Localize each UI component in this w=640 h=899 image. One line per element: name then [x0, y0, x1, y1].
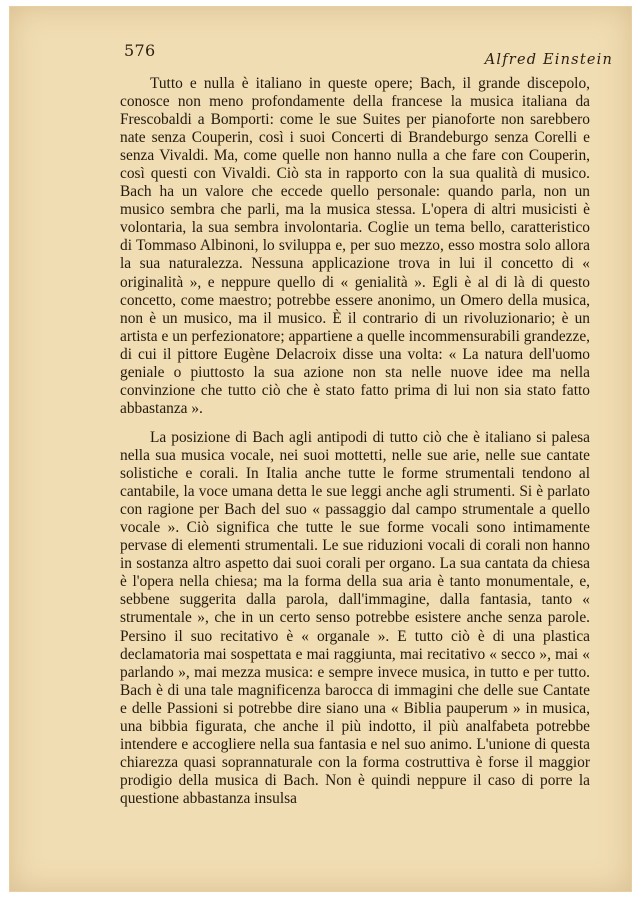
paragraph-2: La posizione di Bach agli antipodi di tutto ciò che è italiano si palesa nella sua musica vocale, nei suoi mottetti, nelle sue arie, nelle sue cantate solistiche e corali. In Italia anche tutte le forme strumentali tendono al cantabile, la voce umana detta le sue leggi anche agli strumenti. Si è parlato con ragione per Bach del suo « passaggio dal campo strumentale a quello vocale ». Ciò significa che tutte le sue forme vocali sono intimamente pervase di elementi strumentali. Le sue riduzioni vocali di corali non hanno in sostanza altro aspetto dai suoi corali per organo. La sua cantata da chiesa è l'opera nella chiesa; ma la forma della sua aria è tanto monumentale, e, sebbene suggerita dalla parola, dall'immagine, dalla fantasia, tanto « strumentale », che in un certo senso potrebbe esistere anche senza parole. Persino il suo recitativo è « organale ». E tutto ciò è di una plastica declamatoria mai sospettata e mai raggiunta, mai recitativo « secco », mai « parlando », mai mezza musica: e sempre invece musica, in tutto e per tutto. Bach è di una tale magnificenza barocca di immagini che delle sue Cantate e delle Passioni si potrebbe dire siano una « Biblia pauperum » in musica, una bibbia figurata, che anche il più indotto, il più analfabeta potrebbe intendere e accogliere nella sua fantasia e nel suo animo. L'unione di questa chiarezza quasi soprannaturale con la forma costruttiva è forse il maggior prodigio della musica di Bach. Non è quindi neppure il caso di porre la questione abbastanza insulsa — [120, 429, 590, 807]
paragraph-1: Tutto e nulla è italiano in queste opere; Bach, il grande discepolo, conosce non meno profondamente della francese la musica italiana da Frescobaldi a Bomporti: come le sue Suites per pianoforte non sarebbero nate senza Couperin, così i suoi Concerti di Brandeburgo senza Corelli e senza Vivaldi. Ma, come quelle non hanno nulla a che fare con Couperin, così questi con Vivaldi. Ciò sta in rapporto con la sua qualità di musico. Bach ha un valore che eccede quello personale: quando parla, non un musico sembra che parli, ma la musica stessa. L'opera di altri musicisti è volontaria, la sua sembra involontaria. Coglie un tema bello, caratteristico di Tommaso Albinoni, lo sviluppa e, per suo mezzo, esso mostra solo allora la sua naturalezza. Nessuna applicazione trova in lui il concetto di « originalità », e neppure quello di « genialità ». Egli è al di là di questo concetto, come maestro; potrebbe essere anonimo, un Omero della musica, non è un musico, ma il musico. È il contrario di un rivoluzionario; è un artista e un perfezionatore; appartiene a quelle incommensurabili grandezze, di cui il pittore Eugène Delacroix disse una volta: « La natura dell'uomo geniale o piuttosto la sua azione non sta nelle nuove idee ma nella convinzione che tutto ciò che è stato fatto prima di lui non sia stato fatto abbastanza ». — [120, 75, 590, 417]
book-page — [9, 6, 632, 892]
running-head-author: Alfred Einstein — [484, 52, 613, 68]
page-number: 576 — [124, 41, 156, 60]
